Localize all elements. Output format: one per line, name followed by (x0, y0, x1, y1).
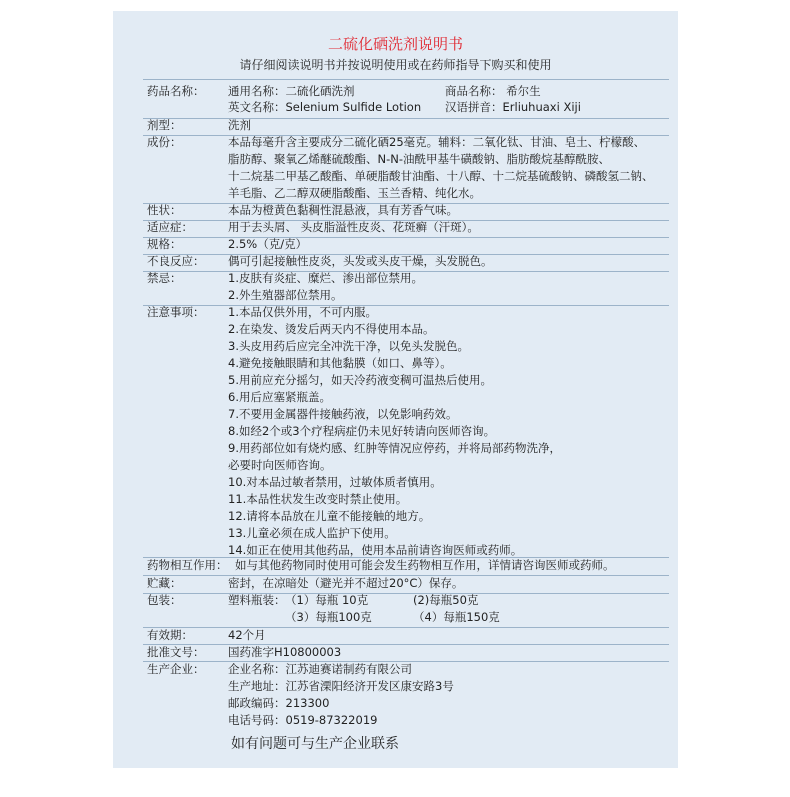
manufacturer-postcode: 邮政编码：213300 (228, 696, 330, 710)
packaging-item: （3）每瓶100克 (285, 610, 372, 624)
packaging-prefix: 塑料瓶装： (228, 593, 286, 607)
drug-name-label: 药品名称： (147, 84, 205, 98)
manufacturer-phone: 电话号码：0519-87322019 (228, 713, 378, 727)
indications-label: 适应症： (147, 220, 193, 234)
packaging-label: 包装： (147, 593, 182, 607)
pinyin-name: 汉语拼音：Erliuhuaxi Xiji (445, 100, 581, 114)
contraindication-item: 2.外生殖器部位禁用。 (228, 288, 343, 302)
generic-name: 通用名称：二硫化硒洗剂 (228, 84, 355, 98)
spec-value: 2.5%（克/克） (228, 237, 308, 251)
document-subtitle: 请仔细阅读说明书并按说明使用或在药师指导下购买和使用 (239, 58, 552, 72)
packaging-item: （4）每瓶150克 (413, 610, 500, 624)
precautions-label: 注意事项： (147, 305, 205, 319)
ingredients-line: 羊毛脂、乙二醇双硬脂酸酯、玉兰香精、纯化水。 (228, 186, 481, 200)
adverse-value: 偶可引起接触性皮炎，头发或头皮干燥，头发脱色。 (228, 254, 493, 268)
precaution-item: 12.请将本品放在儿童不能接触的地方。 (228, 509, 431, 523)
properties-label: 性状： (147, 203, 182, 217)
form-label: 剂型： (147, 118, 182, 132)
interactions-value: 如与其他药物同时使用可能会发生药物相互作用，详情请咨询医师或药师。 (235, 558, 615, 572)
divider (143, 593, 669, 594)
precaution-item: 10.对本品过敏者禁用，过敏体质者慎用。 (228, 475, 442, 489)
precaution-item: 14.如正在使用其他药品，使用本品前请咨询医师或药师。 (228, 543, 523, 557)
ingredients-line: 脂肪醇、聚氧乙烯醚硫酸酯、N-N-油酰甲基牛磺酸钠、脂肪酸烷基醇酰胺、 (228, 152, 611, 166)
divider (143, 118, 669, 119)
precaution-item: 1.本品仅供外用，不可内服。 (228, 305, 377, 319)
divider (143, 305, 669, 306)
precaution-item: 11.本品性状发生改变时禁止使用。 (228, 492, 408, 506)
ingredients-line: 本品每毫升含主要成分二硫化硒25毫克。辅料：二氧化钛、甘油、皂土、柠檬酸、 (228, 135, 646, 149)
divider (143, 79, 669, 80)
english-name: 英文名称：Selenium Sulfide Lotion (228, 100, 422, 114)
manufacturer-name: 企业名称：江苏迪赛诺制药有限公司 (228, 662, 412, 676)
approval-label: 批准文号： (147, 645, 205, 659)
contraindications-label: 禁忌： (147, 271, 182, 285)
manufacturer-address: 生产地址：江苏省溧阳经济开发区康安路3号 (228, 679, 454, 693)
approval-value: 国药准字H10800003 (228, 645, 342, 659)
precaution-item: 2.在染发、烫发后两天内不得使用本品。 (228, 322, 435, 336)
divider (143, 627, 669, 628)
properties-value: 本品为橙黄色黏稠性混悬液，具有芳香气味。 (228, 203, 458, 217)
divider (143, 644, 669, 645)
divider (143, 237, 669, 238)
precaution-item: 必要时向医师咨询。 (228, 458, 332, 472)
document-title: 二硫化硒洗剂说明书 (327, 35, 463, 53)
packaging-item: （1）每瓶 10克 (285, 593, 369, 607)
adverse-label: 不良反应： (147, 254, 205, 268)
packaging-item: (2)每瓶50克 (413, 593, 479, 607)
interactions-label: 药物相互作用： (147, 558, 228, 572)
indications-value: 用于去头屑、 头皮脂溢性皮炎、花斑癣（汗斑）。 (228, 220, 479, 234)
validity-value: 42个月 (228, 628, 266, 642)
validity-label: 有效期： (147, 628, 193, 642)
precaution-item: 13.儿童必须在成人监护下使用。 (228, 526, 396, 540)
form-value: 洗剂 (228, 118, 251, 132)
storage-label: 贮藏： (147, 576, 182, 590)
contraindication-item: 1.皮肤有炎症、糜烂、渗出部位禁用。 (228, 271, 423, 285)
manufacturer-label: 生产企业： (147, 662, 205, 676)
precaution-item: 6.用后应塞紧瓶盖。 (228, 390, 331, 404)
footer-note: 如有问题可与生产企业联系 (231, 736, 399, 752)
leaflet-sheet (113, 11, 678, 768)
precaution-item: 8.如经2个或3个疗程病症仍未见好转请向医师咨询。 (228, 424, 496, 438)
precaution-item: 7.不要用金属器件接触药液，以免影响药效。 (228, 407, 458, 421)
precaution-item: 3.头皮用药后应完全冲洗干净，以免头发脱色。 (228, 339, 469, 353)
precaution-item: 5.用前应充分摇匀，如天冷药液变稠可温热后使用。 (228, 373, 492, 387)
ingredients-line: 十二烷基二甲基乙酸酯、单硬脂酸甘油酯、十八醇、十二烷基硫酸钠、磷酸氢二钠、 (228, 169, 654, 183)
ingredients-label: 成份： (147, 135, 182, 149)
storage-value: 密封，在凉暗处（避光并不超过20°C）保存。 (228, 576, 464, 590)
precaution-item: 4.避免接触眼睛和其他黏膜（如口、鼻等）。 (228, 356, 452, 370)
trade-name: 商品名称： 希尔生 (445, 84, 541, 98)
precaution-item: 9.用药部位如有烧灼感、红肿等情况应停药，并将局部药物洗净， (228, 441, 561, 455)
spec-label: 规格： (147, 237, 182, 251)
